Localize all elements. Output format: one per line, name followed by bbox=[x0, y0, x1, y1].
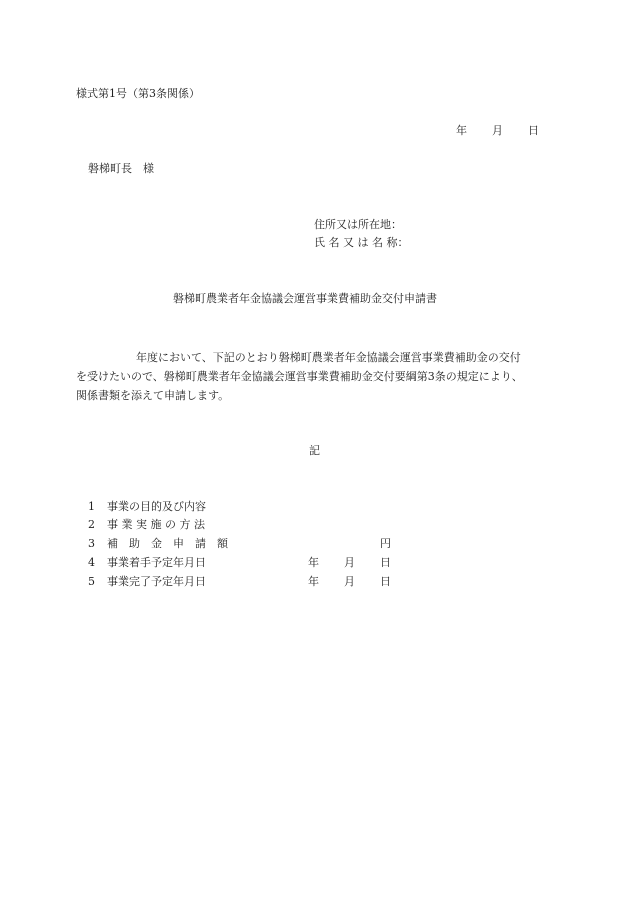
date-year: 年 bbox=[456, 124, 467, 137]
body-paragraph bbox=[76, 348, 556, 405]
document-title: 磐梯町農業者年金協議会運営事業費補助金交付申請書 bbox=[173, 292, 437, 305]
item-number: 2 bbox=[88, 518, 95, 531]
item-label: 事業着手予定年月日 bbox=[107, 556, 206, 569]
address-label: 住所又は所在地： bbox=[314, 218, 402, 231]
item-year: 年 bbox=[308, 575, 319, 588]
item-number: 5 bbox=[88, 575, 95, 588]
body-line-3: 関係書類を添えて申請します。 bbox=[76, 389, 230, 402]
item-day: 日 bbox=[380, 556, 391, 569]
item-label: 事業の目的及び内容 bbox=[107, 500, 206, 513]
item-number: 3 bbox=[88, 537, 95, 550]
list-item bbox=[88, 555, 408, 571]
list-item bbox=[88, 499, 408, 515]
body-line-2: を受けたいので、磐梯町農業者年金協議会運営事業費補助金交付要綱第3条の規定により、 bbox=[76, 370, 523, 383]
item-month: 月 bbox=[344, 556, 355, 569]
date-day: 日 bbox=[528, 124, 539, 137]
body-line-1: 年度において、下記のとおり磐梯町農業者年金協議会運営事業費補助金の交付 bbox=[136, 351, 521, 364]
list-item bbox=[88, 574, 408, 590]
list-item bbox=[88, 517, 408, 533]
item-day: 日 bbox=[380, 575, 391, 588]
list-item bbox=[88, 536, 408, 552]
item-number: 1 bbox=[88, 500, 95, 513]
ki-heading: 記 bbox=[309, 444, 320, 457]
addressee: 磐梯町長 様 bbox=[88, 162, 154, 175]
item-year: 年 bbox=[308, 556, 319, 569]
item-label: 補 助 金 申 請 額 bbox=[107, 537, 228, 550]
item-label: 事業完了予定年月日 bbox=[107, 575, 206, 588]
date-month: 月 bbox=[492, 124, 503, 137]
item-number: 4 bbox=[88, 556, 95, 569]
item-label: 事 業 実 施 の 方 法 bbox=[107, 518, 205, 531]
name-label: 氏 名 又 は 名 称： bbox=[314, 236, 409, 249]
item-month: 月 bbox=[344, 575, 355, 588]
yen-unit: 円 bbox=[380, 537, 391, 550]
form-reference: 様式第1号（第3条関係） bbox=[76, 87, 200, 100]
